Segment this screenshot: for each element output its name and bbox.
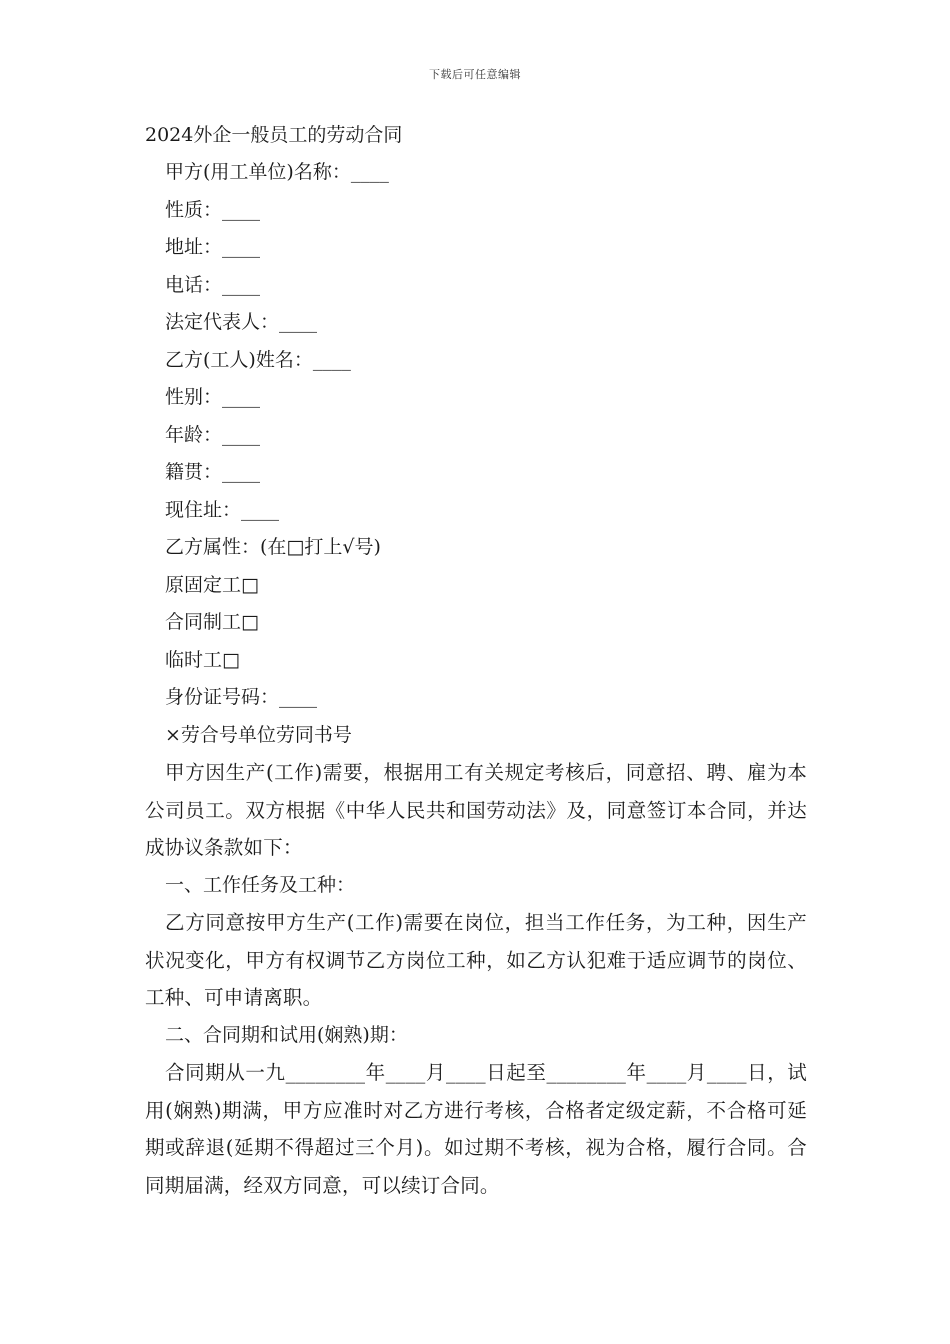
section-2-body: 合同期从一九________年____月____日起至________年____月____日，试用(娴熟)期满，甲方应准时对乙方进行考核，合格者定级定薪，不合格可延期或辞退(延期不得超过三个月)。如过期不考核，视为合格，履行合同。合同期届满，经双方同意，可以续订合同。 xyxy=(145,1061,807,1197)
field-legal-representative: 法定代表人：____ xyxy=(165,311,318,333)
section-1-body: 乙方同意按甲方生产(工作)需要在岗位，担当工作任务，为工种，因生产状况变化，甲方有权调节乙方岗位工种，如乙方认犯难于适应调节的岗位、工种、可申请离职。 xyxy=(145,911,807,1009)
document-body xyxy=(145,117,807,1204)
field-age: 年龄：____ xyxy=(165,423,261,446)
document-title: 2024外企一般员工的劳动合同 xyxy=(145,124,403,146)
field-current-address: 现住址：____ xyxy=(165,498,280,521)
field-nature: 性质：____ xyxy=(165,198,261,221)
field-id-number: 身份证号码：____ xyxy=(165,686,318,708)
section-2-title: 二、合同期和试用(娴熟)期： xyxy=(165,1023,408,1046)
field-party-a-name: 甲方(用工单位)名称：____ xyxy=(165,161,389,183)
field-phone: 电话：____ xyxy=(165,273,261,296)
option-temporary-worker: 临时工□ xyxy=(165,648,240,671)
field-contract-number: ×劳合号单位劳同书号 xyxy=(165,723,352,746)
field-gender: 性别：____ xyxy=(165,386,261,408)
intro-paragraph: 甲方因生产(工作)需要，根据用工有关规定考核后，同意招、聘、雇为本公司员工。双方根据《中华人民共和国劳动法》及，同意签订本合同，并达成协议条款如下： xyxy=(145,761,807,859)
section-1-title: 一、工作任务及工种： xyxy=(165,873,356,896)
page-header: 下载后可任意编辑 xyxy=(429,68,521,81)
field-party-b-attribute: 乙方属性：(在□打上√号) xyxy=(165,536,381,558)
field-address: 地址：____ xyxy=(165,236,261,258)
field-native-place: 籍贯：____ xyxy=(165,461,261,483)
field-party-b-name: 乙方(工人)姓名：____ xyxy=(165,348,351,371)
option-permanent-worker: 原固定工□ xyxy=(165,573,259,596)
option-contract-worker: 合同制工□ xyxy=(165,611,259,633)
